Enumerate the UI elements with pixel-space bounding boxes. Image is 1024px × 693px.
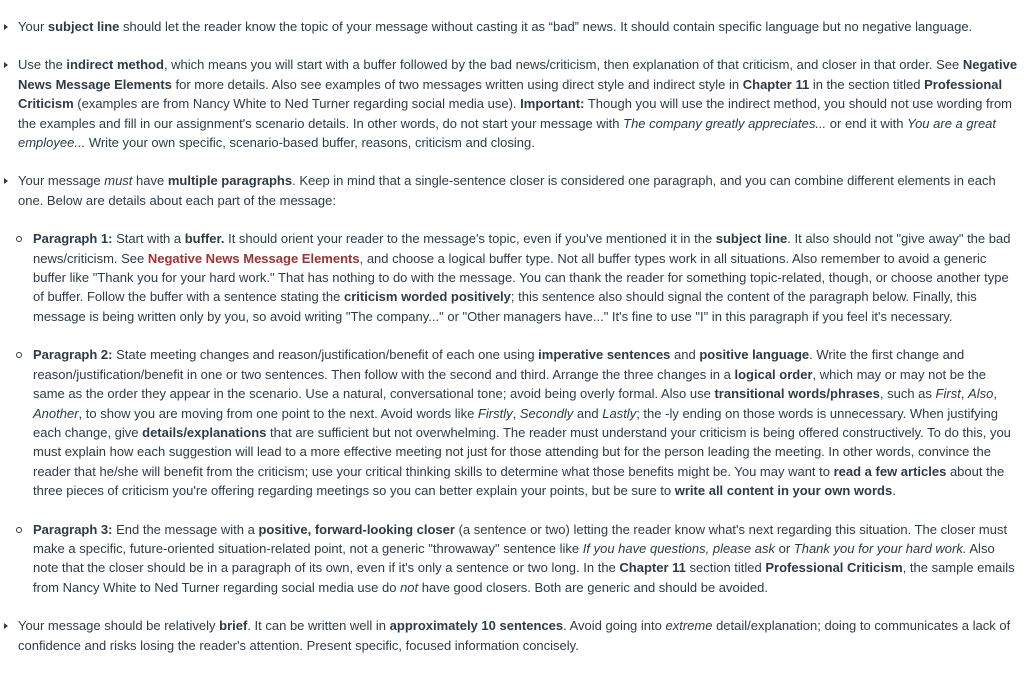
italic-text: Also — [968, 386, 994, 402]
bullet-multiple-paragraphs — [0, 171, 1020, 597]
paragraph-details-list — [18, 229, 1020, 597]
bold-text: Paragraph 2: — [33, 347, 113, 363]
negative-news-elements-link[interactable]: Negative News Message Elements — [147, 250, 360, 266]
text-run: Start with a — [112, 231, 185, 247]
bold-text: transitional words/phrases — [714, 386, 880, 402]
text-run: , to show you are moving from one point to the next. Avoid words like — [78, 405, 478, 421]
bold-text: imperative sentences — [538, 347, 671, 363]
bold-text: brief — [219, 618, 248, 634]
text-run: Your message should be relatively — [18, 618, 220, 634]
text-run: Your message — [18, 173, 105, 189]
text-run: section titled — [685, 560, 766, 576]
sub-bullet-paragraph-3 — [0, 520, 1020, 598]
italic-text: Firstly — [477, 405, 513, 421]
text-run: , and choose a logical buffer type. Not all buffer types work in all situations. Also remember to avoid a generic buffer like "Thank you for your hard work." That has nothing to do with the message. You can thank the reader for something topic-related, though, or choose another type of buffer. Follow the buffer with a sentence stating the — [33, 250, 1009, 305]
text-run: , the sample emails from Nancy White to Ned Turner regarding social media use do — [33, 560, 1015, 595]
italic-text: Thank you for your hard work. — [793, 540, 967, 556]
bold-text: Professional Criticism — [18, 76, 1003, 112]
text-run: . Avoid going into — [563, 618, 666, 634]
text-run: , — [512, 405, 520, 421]
text-run: or end it with — [826, 115, 908, 131]
text-run: Though you will use the indirect method, you should not use wording from the examples and fill in our assignment's scenario details. In other words, do not start your message with — [18, 96, 1013, 131]
bold-text: subject line — [715, 231, 788, 247]
bold-text: positive, forward-looking closer — [258, 521, 455, 537]
italic-text: Another — [33, 405, 79, 421]
text-run: It should orient your reader to the message's topic, even if you've mentioned it in the — [224, 231, 716, 247]
text-run: Also note that the closer should be in a paragraph of its own, even if it's only a sentence or two long. In the — [33, 540, 995, 576]
text-run: for more details. Also see examples of two messages written using direct style and indirect style in — [171, 76, 743, 92]
bold-text: Paragraph 3: — [33, 521, 113, 537]
text-run: and — [573, 405, 603, 421]
text-run: Use the — [18, 57, 67, 73]
italic-text: extreme — [665, 618, 713, 634]
text-run: (a sentence or two) letting the reader know what's next regarding this situation. The closer must make a specific, future-oriented situation-related point, not a generic "throwaway" sentence like — [33, 521, 1008, 556]
bold-text: write all content in your own words — [674, 483, 893, 499]
instruction-list — [0, 17, 1020, 674]
text-run: have — [132, 173, 168, 189]
bold-text: logical order — [734, 366, 813, 382]
bold-text: buffer. — [184, 231, 225, 247]
bullet-brief — [0, 616, 1020, 655]
sub-bullet-paragraph-1 — [0, 229, 1020, 326]
text-run: that are sufficient but not overwhelming. The reader must understand your criticism is being offered constructively. To do this, you must explain how each suggestion will lead to a more effective meeting not just for those attending but for the person leading the meeting. In other words, convince the reader that he/she will benefit from the criticism; use your critical thinking skills to determine what those benefits might be. You may want to — [33, 424, 1011, 479]
text-run: State meeting changes and reason/justification/benefit of each one using — [112, 347, 539, 363]
text-run: and — [670, 347, 700, 363]
bullet-indirect-method — [0, 55, 1020, 152]
italic-text: Lastly — [602, 405, 637, 421]
text-run: ; this sentence also should signal the content of the paragraph below. Finally, this message is being written only by you, so avoid writing "The company..." or "Other managers have..." It's fine to use "I" in this paragraph if you feel it's necessary. — [33, 289, 977, 324]
text-run: , — [993, 386, 997, 402]
italic-text: Secondly — [519, 405, 574, 421]
text-run: about the three pieces of criticism you're offering regarding meetings so you can better explain your points, but be sure to — [33, 463, 1005, 499]
bullet-icon — [4, 24, 8, 30]
bullet-icon — [4, 178, 8, 184]
italic-text: You are a great employee... — [18, 115, 997, 151]
italic-text: not — [400, 579, 419, 595]
bold-text: Important: — [520, 96, 585, 112]
bold-text: multiple paragraphs — [167, 173, 293, 189]
italic-text: must — [104, 173, 133, 189]
text-run: . Keep in mind that a single-sentence closer is considered one paragraph, and you can combine different elements in each one. Below are details about each part of the message: — [18, 173, 996, 208]
bold-text: details/explanations — [142, 424, 267, 440]
bold-text: read a few articles — [833, 463, 947, 479]
text-run: , — [960, 386, 969, 402]
text-run: End the message with a — [112, 521, 259, 537]
bullet-subject-line — [0, 17, 1020, 36]
bold-text: Paragraph 1: — [33, 231, 113, 247]
bold-text: Chapter 11 — [619, 560, 686, 576]
italic-text: First — [935, 386, 961, 402]
bold-text: indirect method — [66, 57, 164, 73]
sub-bullet-icon — [16, 352, 22, 358]
text-run: Write your own specific, scenario-based buffer, reasons, criticism and closing. — [85, 135, 535, 151]
bold-text: approximately 10 sentences — [389, 618, 564, 634]
text-run: , which means you will start with a buffer followed by the bad news/criticism, then explanation of that criticism, and closer in that order. See — [163, 57, 963, 73]
text-run: should let the reader know the topic of your message without casting it as “bad” news. It should contain specific language but no negative language. — [119, 19, 973, 34]
text-run: . Write the first change and reason/justification/benefit in one or two sentences. Then follow with the second and third. Arrange the three changes in a — [33, 347, 965, 382]
sub-bullet-icon — [16, 527, 22, 533]
bold-text: criticism worded positively — [344, 289, 511, 305]
text-run: detail/explanation; doing to communicates a lack of confidence and risks losing the reader's attention. Present specific, focused information concisely. — [18, 618, 1011, 653]
sub-bullet-icon — [16, 236, 22, 242]
text-run: . It also should not "give away" the bad news/criticism. See — [33, 231, 1011, 266]
text-run: ; the -ly ending on those words is unnecessary. When justifying each change, give — [33, 405, 998, 440]
bold-text: Professional Criticism — [765, 560, 903, 576]
italic-text: The company greatly appreciates... — [623, 115, 827, 131]
cut-off-text-fragment — [0, 0, 60, 2]
text-run: , which may or may not be the same as the order they appear in the scenario. Use a natural, conversational tone; avoid being overly formal. Also use — [33, 366, 986, 402]
italic-text: If you have questions, please ask — [582, 540, 775, 556]
text-run: have good closers. Both are generic and should be avoided. — [418, 579, 768, 595]
text-run: (examples are from Nancy White to Ned Turner regarding social media use). — [73, 96, 521, 112]
text-run: . — [892, 483, 896, 499]
text-run: , such as — [879, 386, 936, 402]
text-run: Your — [18, 19, 48, 34]
text-run: or — [774, 540, 794, 556]
bullet-icon — [4, 62, 8, 68]
bold-text: positive language — [699, 347, 810, 363]
bold-text: Negative News Message Elements — [18, 57, 1018, 92]
bold-text: Chapter 11 — [742, 76, 810, 92]
text-run: . It can be written well in — [247, 618, 390, 634]
bold-text: subject line — [47, 19, 120, 34]
bullet-icon — [4, 623, 8, 629]
sub-bullet-paragraph-2 — [0, 345, 1020, 500]
text-run: in the section titled — [809, 76, 925, 92]
